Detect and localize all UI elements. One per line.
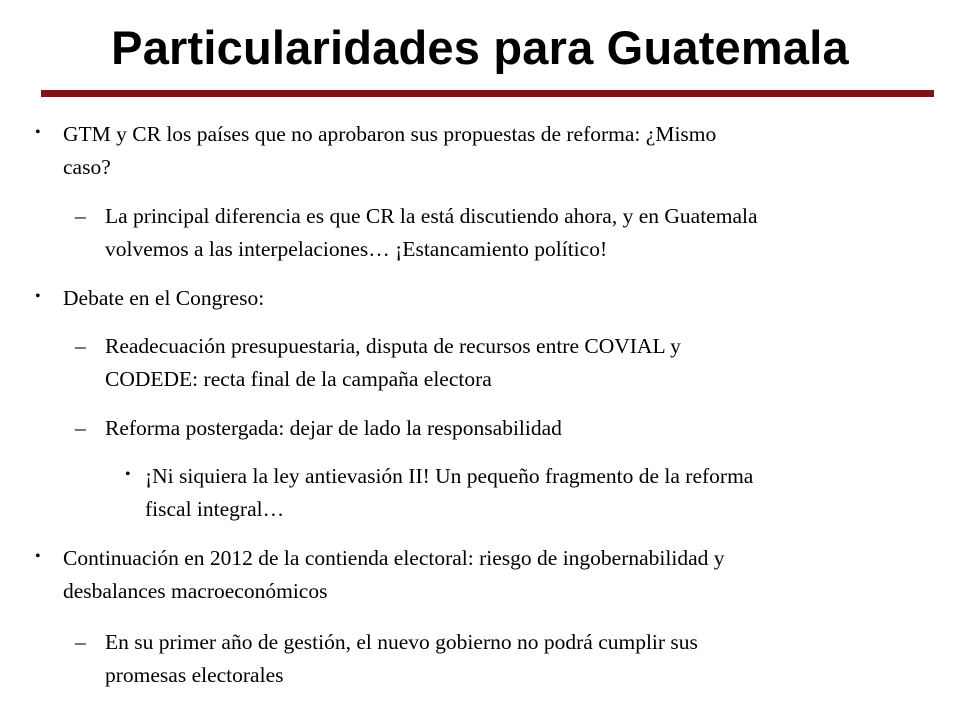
sub-bullet-item xyxy=(75,626,905,692)
bullet-marker: • xyxy=(35,288,41,305)
bullet-line: volvemos a las interpelaciones… ¡Estancamiento político! xyxy=(105,237,608,261)
bullet-item xyxy=(35,282,903,315)
bullet-line: Reforma postergada: dejar de lado la responsabilidad xyxy=(105,416,562,440)
dash-marker: – xyxy=(75,334,86,358)
bullet-line: fiscal integral… xyxy=(145,497,285,521)
sub-bullet-item xyxy=(75,330,905,396)
bullet-line: Debate en el Congreso: xyxy=(63,286,265,310)
bullet-marker: • xyxy=(35,548,41,565)
dash-marker: – xyxy=(75,204,86,228)
sub-bullet-item xyxy=(75,412,905,445)
bullet-line: Readecuación presupuestaria, disputa de recursos entre COVIAL y xyxy=(105,334,681,358)
bullet-line: GTM y CR los países que no aprobaron sus propuestas de reforma: ¿Mismo xyxy=(63,122,717,146)
bullet-line: Continuación en 2012 de la contienda electoral: riesgo de ingobernabilidad y xyxy=(63,546,725,570)
bullet-line: CODEDE: recta final de la campaña electora xyxy=(105,367,492,391)
sub-sub-bullet-item xyxy=(125,460,905,526)
dash-marker: – xyxy=(75,416,86,440)
slide-title: Particularidades para Guatemala xyxy=(111,21,849,74)
bullet-line: promesas electorales xyxy=(105,663,284,687)
bullet-line: En su primer año de gestión, el nuevo gobierno no podrá cumplir sus xyxy=(105,630,698,654)
dash-marker: – xyxy=(75,630,86,654)
bullet-item xyxy=(35,542,903,608)
bullet-line: La principal diferencia es que CR la está discutiendo ahora, y en Guatemala xyxy=(105,204,758,228)
bullet-marker: • xyxy=(35,124,41,141)
bullet-line: caso? xyxy=(63,155,111,179)
bullet-item xyxy=(35,118,903,184)
bullet-marker: • xyxy=(125,466,131,483)
bullet-line: desbalances macroeconómicos xyxy=(63,579,328,603)
sub-bullet-item xyxy=(75,200,905,266)
bullet-line: ¡Ni siquiera la ley antievasión II! Un pequeño fragmento de la reforma xyxy=(145,464,754,488)
